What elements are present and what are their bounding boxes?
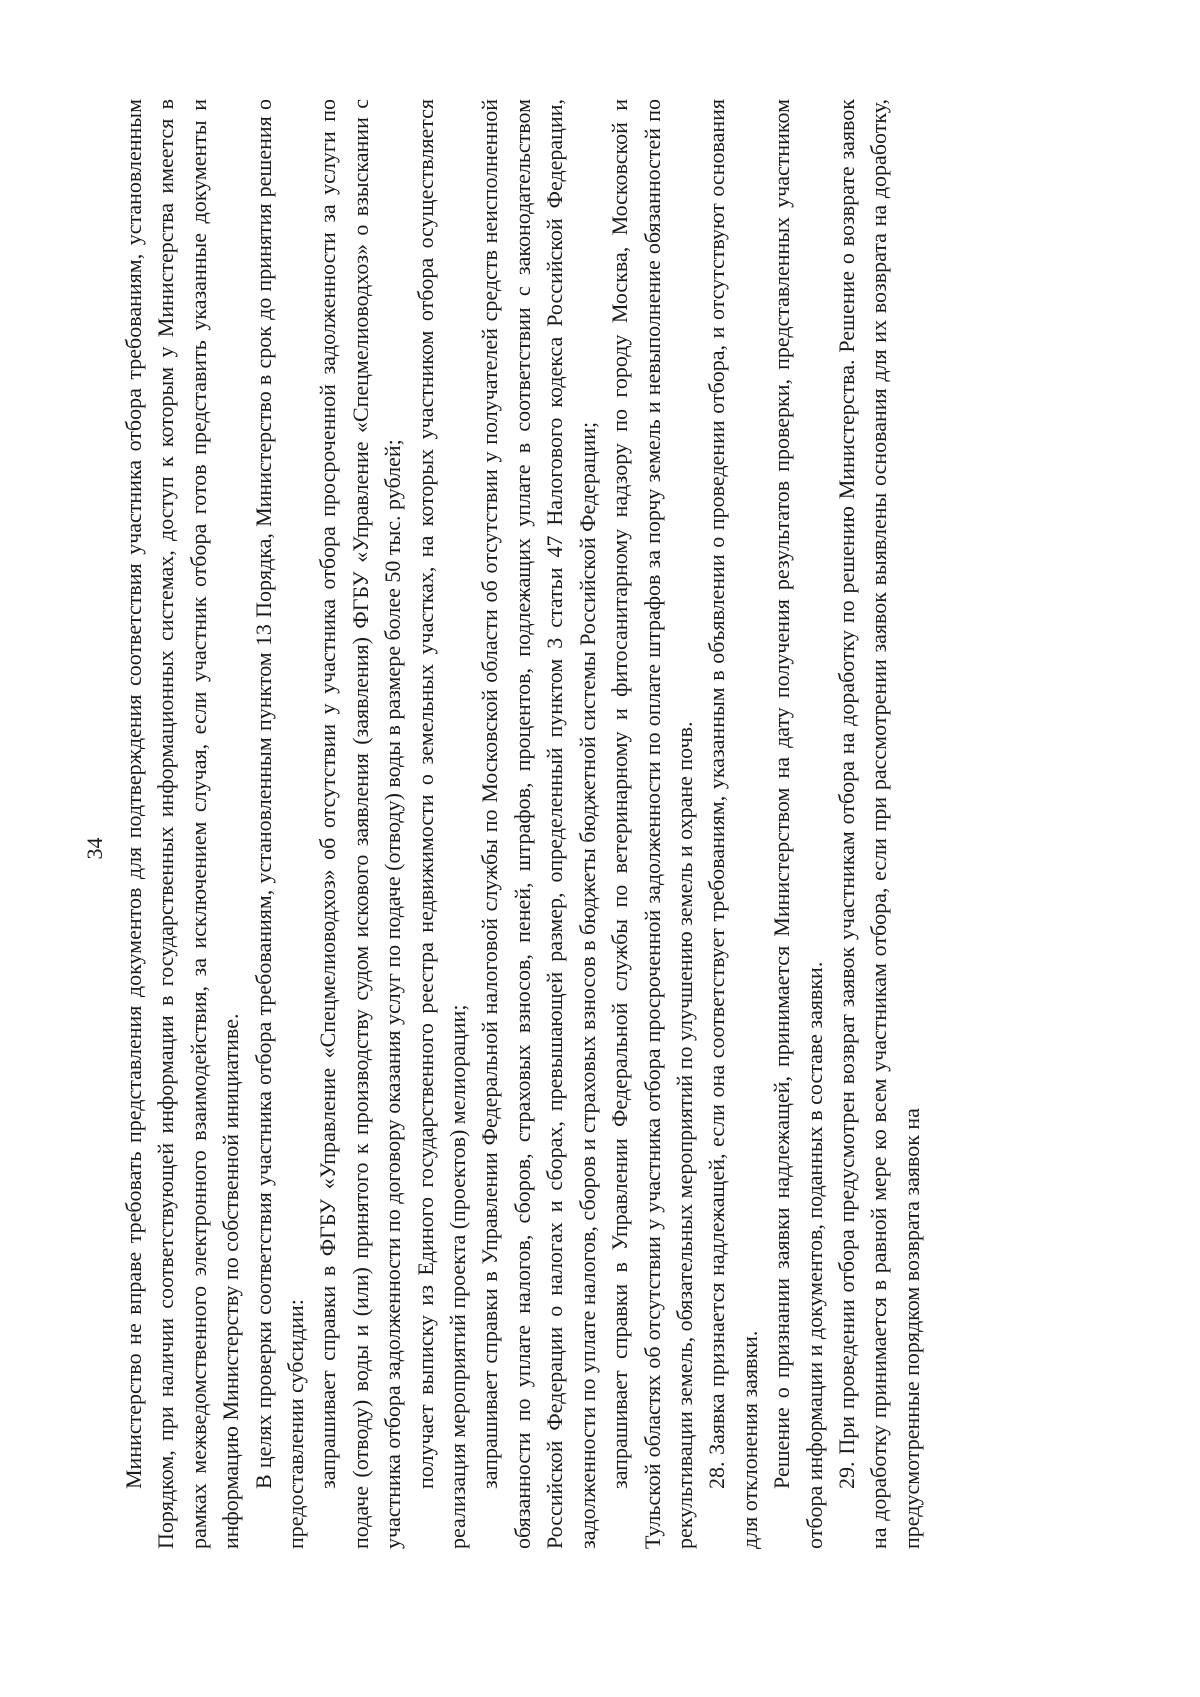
paragraph-egrn-extract: получает выписку из Единого государственного реестра недвижимости о земельных участках, на которых участником отбора осуществляется реализация мероприятий проекта (проектов) мелиорации;	[412, 99, 471, 1549]
paragraph-decision-proper-application: Решение о признании заявки надлежащей, принимается Министерством на дату получения результатов проверки, представленных участником отбора информации и документов, поданных в составе заявки.	[769, 99, 827, 1549]
paragraph-request-tax-service: запрашивает справки в Управлении Федеральной налоговой службы по Московской области об отсутствии у получателей средств неисполненной обязанности по уплате налогов, сборов, страховых взносов, пеней, штрафов, процентов, подлежащих уплате в соответствии с законодательством Российской Федерации о налогах и сборах, превышающей размер, определенный пунктом 3 статьи 47 Налогового кодекса Российской Федерации, задолженности по уплате налогов, сборов и страховых взносов в бюджеты бюджетной системы Российской Федерации;	[477, 99, 600, 1549]
document-body	[118, 99, 928, 1549]
page-number: 34	[82, 837, 107, 860]
paragraph-request-veterinary-service: запрашивает справки в Управлении Федеральной службы по ветеринарному и фитосанитарному надзору по городу Москва, Московской и Тульской областях об отсутствии у участника отбора просроченной задолженности по оплате штрафов за порчу земель и невыполнение обязанностей по рекультивации земель, обязательных мероприятий по улучшению земель и охране почв.	[607, 99, 697, 1549]
paragraph-item-28: 28. Заявка признается надлежащей, если она соответствует требованиям, указанным в объявлении о проведении отбора, и отсутствуют основания для отклонения заявки.	[704, 99, 762, 1549]
paragraph-verification-purpose: В целях проверки соответствия участника отбора требованиям, установленным пунктом 13 Порядка, Министерство в срок до принятия решения о предоставлении субсидии:	[250, 99, 309, 1549]
paragraph-request-specmeliovodkhoz: запрашивает справки в ФГБУ «Управление «Спецмелиоводхоз» об отсутствии у участника отбора просроченной задолженности за услуги по подаче (отводу) воды и (или) принятого к производству судом искового заявления (заявления) ФГБУ «Управление «Спецмелиоводхоз» о взыскании с участника отбора задолженности по договору оказания услуг по подаче (отводу) воды в размере более 50 тыс. рублей;	[315, 99, 406, 1549]
paragraph-item-29: 29. При проведении отбора предусмотрен возврат заявок участникам отбора на доработку по решению Министерства. Решение о возврате заявок на доработку принимается в равной мере ко всем участникам отбора, если при рассмотрении заявок выявлены основания для их возврата на доработку, предусмотренные порядком возврата заявок на	[833, 99, 924, 1549]
paragraph-ministry-not-entitled: Министерство не вправе требовать представления документов для подтверждения соответствия участника отбора требованиям, установленным Порядком, при наличии соответствующей информации в государственных информационных системах, доступ к которым у Министерства имеется в рамках межведомственного электронного взаимодействия, за исключением случая, если участник отбора готов представить указанные документы и информацию Министерству по собственной инициативе.	[121, 99, 244, 1549]
